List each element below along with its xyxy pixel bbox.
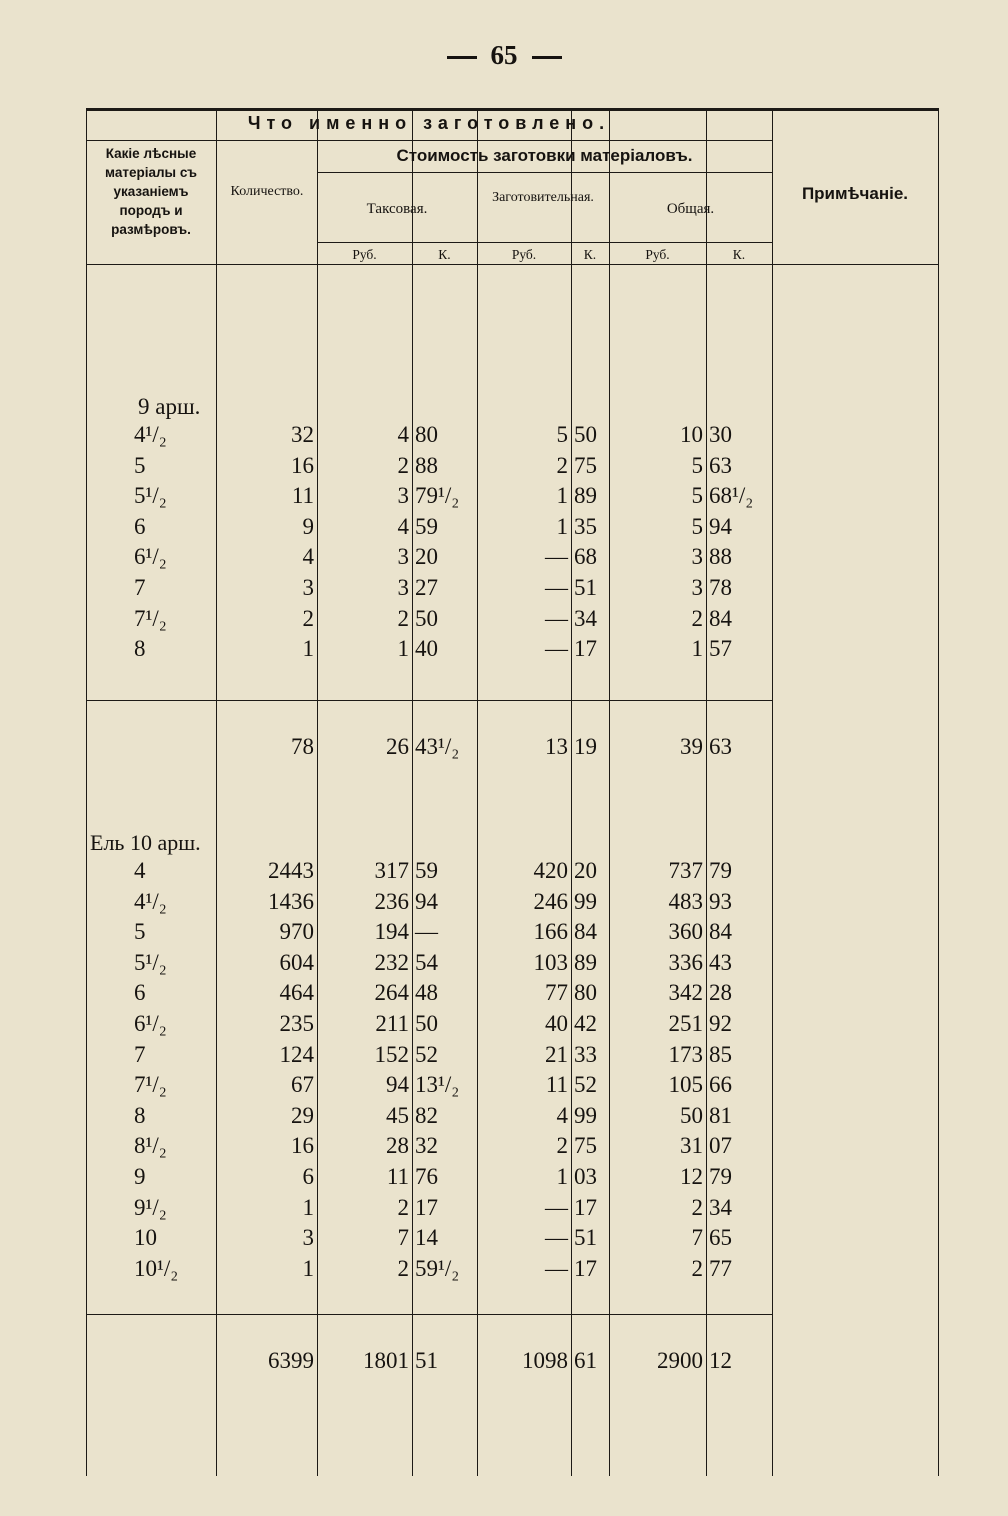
cell-t-r: 1: [397, 636, 409, 662]
section1-total-rule: [86, 700, 772, 701]
cell-t-k: 59¹/₂: [415, 1255, 460, 1281]
dash-right: [532, 56, 562, 59]
cell-o-k: 66: [709, 1072, 732, 1098]
cell-p-k: 52: [574, 1072, 597, 1098]
page-number: [0, 40, 1008, 71]
cell-qty: 604: [279, 949, 314, 975]
cell-qty: 464: [279, 980, 314, 1006]
cell-o-r: 5: [691, 513, 703, 539]
main-title: Что именно заготовлено.: [247, 113, 611, 133]
cell-size: 7¹/₂: [134, 1072, 167, 1098]
cell-o-k: 30: [709, 422, 732, 447]
cell-qty: 1: [302, 1194, 314, 1220]
cell-qty: 2443: [268, 858, 314, 883]
cell-o-k: 63: [709, 452, 732, 478]
cell-o-r: 1: [691, 636, 703, 662]
cell-size: 9: [134, 1164, 146, 1189]
cell-t-k: 27: [415, 575, 438, 600]
cell-o-k: 92: [709, 1011, 732, 1036]
cell-t-k: 13¹/₂: [415, 1072, 460, 1098]
cell-p-r: —: [545, 544, 568, 570]
cell-p-r: 103: [533, 949, 568, 975]
cost-group-underline: [317, 172, 772, 173]
cell-o-r: 3: [691, 575, 703, 600]
cell-size: 9¹/₂: [134, 1194, 167, 1220]
cell-size: 10: [134, 1225, 157, 1251]
header-procurement: Заготовительная.: [492, 190, 594, 205]
cell-p-k: 50: [574, 422, 597, 447]
cell-t-r: 232: [374, 949, 409, 975]
cell-p-r: 246: [533, 888, 568, 914]
cell-size: 5¹/₂: [134, 483, 167, 509]
cell-size: 4¹/₂: [134, 888, 167, 914]
cell-p-r: 11: [545, 1072, 568, 1098]
cell-size: 10¹/₂: [134, 1255, 179, 1281]
cell-p-k: 75: [574, 452, 597, 478]
cell-t-k: 76: [415, 1164, 438, 1189]
cell-o-r: 342: [668, 980, 703, 1006]
cell-p-r: 1: [556, 483, 568, 509]
cell-t-r: 264: [374, 980, 409, 1006]
cell-p-k: 99: [574, 1102, 597, 1128]
cell-t-k: 79¹/₂: [415, 483, 460, 509]
cell-p-k: 89: [574, 483, 597, 509]
col-divider-total: [772, 108, 773, 1476]
table-border-left: [86, 108, 87, 1476]
section2-total-rule: [86, 1314, 772, 1315]
cell-qty: 78: [291, 734, 314, 759]
cell-p-k: 89: [574, 949, 597, 975]
cell-p-r: —: [545, 1194, 568, 1220]
table-top-rule: [86, 108, 938, 111]
cell-p-k: 99: [574, 888, 597, 914]
cell-p-k: 17: [574, 1255, 597, 1281]
cell-t-r: 4: [397, 422, 409, 447]
cell-t-r: 1801: [363, 1348, 409, 1373]
cell-o-r: 39: [680, 734, 703, 759]
cell-p-r: 2: [556, 1133, 568, 1159]
cell-size: 8¹/₂: [134, 1133, 167, 1159]
cell-p-k: 42: [574, 1011, 597, 1036]
cell-p-k: 33: [574, 1041, 597, 1067]
procurement-table: [86, 108, 938, 1476]
section2-heading: Ель 10 арш.: [90, 830, 201, 855]
cell-size: 7: [134, 575, 146, 600]
cell-t-r: 236: [374, 888, 409, 914]
cell-p-r: 40: [545, 1011, 568, 1036]
cell-qty: 67: [291, 1072, 314, 1098]
cell-qty: 9: [302, 513, 314, 539]
header-taxed-kop: К.: [438, 247, 451, 262]
cell-o-k: 79: [709, 858, 732, 883]
header-proc-kop: К.: [583, 247, 597, 262]
cell-o-r: 5: [691, 483, 703, 509]
cell-o-k: 34: [709, 1194, 732, 1220]
cell-t-k: 88: [415, 452, 438, 478]
cell-o-k: 85: [709, 1041, 732, 1067]
cell-o-r: 2: [691, 1194, 703, 1220]
cell-o-k: 65: [709, 1225, 732, 1251]
header-bottom-rule: [86, 264, 938, 265]
cell-p-r: 1098: [522, 1348, 568, 1373]
cell-p-r: 2: [556, 452, 568, 478]
cell-qty: 4: [302, 544, 314, 570]
cell-t-r: 152: [374, 1041, 409, 1067]
cell-o-k: 88: [709, 544, 732, 570]
cell-t-r: 7: [397, 1225, 409, 1251]
cell-size: 8: [134, 636, 146, 662]
cell-o-r: 12: [680, 1164, 703, 1189]
cell-qty: 3: [302, 1225, 314, 1251]
cell-o-r: 7: [691, 1225, 703, 1251]
cell-t-k: 51: [415, 1348, 438, 1373]
cell-qty: 16: [291, 452, 314, 478]
cell-t-k: 14: [415, 1225, 438, 1251]
header-materials: Какіе лѣсные матеріалы съ указаніемъ породъ и размѣровъ.: [105, 146, 197, 237]
section1-heading: 9 арш.: [138, 394, 201, 419]
cell-qty: 1436: [268, 888, 314, 914]
cell-o-k: 63: [709, 734, 732, 759]
cell-o-k: 84: [709, 605, 732, 631]
cell-t-r: 3: [397, 483, 409, 509]
cell-qty: 16: [291, 1133, 314, 1159]
cell-t-k: 32: [415, 1133, 438, 1159]
cell-p-k: 80: [574, 980, 597, 1006]
cell-o-r: 360: [668, 919, 703, 945]
header-note: Примѣчаніе.: [801, 184, 909, 203]
cell-size: 7: [134, 1041, 146, 1067]
header-quantity: Количество.: [230, 184, 304, 199]
cell-o-r: 10: [680, 422, 703, 447]
table-border-right: [938, 108, 939, 1476]
cell-t-k: 48: [415, 980, 438, 1006]
cell-t-r: 2: [397, 452, 409, 478]
cell-p-r: —: [545, 575, 568, 600]
col-divider-taxed-kop: [412, 108, 413, 1476]
cell-t-k: 50: [415, 1011, 438, 1036]
cell-p-k: 17: [574, 1194, 597, 1220]
cell-p-r: 4: [556, 1102, 568, 1128]
cell-size: 6: [134, 513, 146, 539]
cell-size: 8: [134, 1102, 146, 1128]
cell-t-r: 11: [386, 1164, 409, 1189]
cell-t-k: 40: [415, 636, 438, 662]
cell-qty: 6: [302, 1164, 314, 1189]
cell-o-k: 81: [709, 1102, 732, 1128]
dash-left: [447, 56, 477, 59]
header-total-kop: К.: [732, 247, 746, 262]
cell-o-k: 79: [709, 1164, 732, 1189]
cell-o-k: 57: [709, 636, 732, 662]
cell-size: 6: [134, 980, 146, 1006]
cell-p-k: 34: [574, 605, 597, 631]
cell-qty: 2: [302, 605, 314, 631]
cell-t-k: 52: [415, 1041, 438, 1067]
cell-o-r: 105: [668, 1072, 703, 1098]
cell-o-r: 2: [691, 1255, 703, 1281]
cell-qty: 124: [279, 1041, 314, 1067]
cell-qty: 29: [291, 1102, 314, 1128]
cell-size: 5¹/₂: [134, 949, 167, 975]
cell-size: 4: [134, 858, 146, 883]
cell-p-r: 13: [545, 734, 568, 759]
cell-size: 6¹/₂: [134, 544, 167, 570]
cell-p-k: 19: [574, 734, 597, 759]
cell-size: 5: [134, 919, 146, 945]
col-divider-proc-kop: [571, 108, 572, 1476]
cell-p-r: 1: [556, 513, 568, 539]
cell-o-r: 31: [680, 1133, 703, 1159]
cell-p-r: 77: [545, 980, 568, 1006]
header-taxed-rub: Руб.: [352, 247, 377, 262]
cell-p-r: —: [545, 1255, 568, 1281]
cell-o-r: 5: [691, 452, 703, 478]
title-underline: [86, 140, 772, 141]
header-total: Общая.: [666, 201, 715, 217]
cell-p-k: 17: [574, 636, 597, 662]
cell-t-r: 317: [374, 858, 409, 883]
cell-t-k: 54: [415, 949, 438, 975]
cell-o-k: 68¹/₂: [709, 483, 754, 509]
cell-p-r: 5: [556, 422, 568, 447]
cell-p-k: 84: [574, 919, 597, 945]
cell-qty: 11: [291, 483, 314, 509]
page-number-value: 65: [490, 40, 518, 70]
header-taxed: Таксовая.: [366, 201, 428, 217]
col-divider-total-kop: [706, 108, 707, 1476]
cell-o-r: 483: [668, 888, 703, 914]
cell-o-r: 251: [668, 1011, 703, 1036]
cell-o-r: 2900: [657, 1348, 703, 1373]
cell-t-r: 211: [375, 1011, 409, 1036]
cell-size: 6¹/₂: [134, 1011, 167, 1036]
cell-o-k: 94: [709, 513, 732, 539]
cell-t-r: 2: [397, 605, 409, 631]
cell-size: 7¹/₂: [134, 605, 167, 631]
cell-t-k: —: [415, 919, 438, 945]
cell-t-r: 94: [386, 1072, 409, 1098]
cell-p-k: 75: [574, 1133, 597, 1159]
cell-qty: 235: [279, 1011, 314, 1036]
cell-p-r: —: [545, 605, 568, 631]
cell-o-k: 78: [709, 575, 732, 600]
cell-o-r: 336: [668, 949, 703, 975]
cell-t-r: 3: [397, 544, 409, 570]
cell-qty: 6399: [268, 1348, 314, 1373]
cell-o-r: 173: [668, 1041, 703, 1067]
cell-p-r: 166: [533, 919, 568, 945]
cell-qty: 970: [279, 919, 314, 945]
cell-t-k: 50: [415, 605, 438, 631]
cell-o-k: 43: [709, 949, 732, 975]
subheader-underline: [317, 242, 772, 243]
cell-t-k: 82: [415, 1102, 438, 1128]
cell-qty: 32: [291, 422, 314, 447]
cell-size: 4¹/₂: [134, 422, 167, 447]
cell-p-r: —: [545, 636, 568, 662]
cell-t-r: 45: [386, 1102, 409, 1128]
cell-p-k: 20: [574, 858, 597, 883]
cell-t-k: 59: [415, 858, 438, 883]
cell-o-k: 77: [709, 1255, 732, 1281]
cell-p-r: 1: [556, 1164, 568, 1189]
cell-t-k: 94: [415, 888, 438, 914]
cell-t-r: 4: [397, 513, 409, 539]
cell-p-r: 420: [533, 858, 568, 883]
header-proc-rub: Руб.: [511, 247, 537, 262]
cell-o-r: 2: [691, 605, 703, 631]
cell-t-r: 2: [397, 1194, 409, 1220]
cell-p-r: 21: [545, 1041, 568, 1067]
cell-t-k: 59: [415, 513, 438, 539]
cell-t-r: 194: [374, 919, 409, 945]
cell-t-r: 2: [397, 1255, 409, 1281]
cell-t-r: 28: [386, 1133, 409, 1159]
cell-o-r: 50: [680, 1102, 703, 1128]
cell-o-k: 07: [709, 1133, 732, 1159]
cell-t-k: 17: [415, 1194, 438, 1220]
cell-qty: 1: [302, 636, 314, 662]
cell-t-r: 26: [386, 734, 409, 759]
cell-t-k: 80: [415, 422, 438, 447]
cell-p-k: 68: [574, 544, 597, 570]
header-cost-group: Стоимость заготовки матеріаловъ.: [396, 146, 693, 165]
cell-o-r: 737: [668, 858, 703, 883]
cell-o-k: 12: [709, 1348, 732, 1373]
cell-t-r: 3: [397, 575, 409, 600]
cell-size: 5: [134, 452, 146, 478]
cell-p-k: 51: [574, 575, 597, 600]
header-total-rub: Руб.: [645, 247, 670, 262]
cell-p-k: 51: [574, 1225, 597, 1251]
cell-o-k: 28: [709, 980, 732, 1006]
cell-o-r: 3: [691, 544, 703, 570]
cell-o-k: 93: [709, 888, 732, 914]
cell-p-r: —: [545, 1225, 568, 1251]
cell-t-k: 20: [415, 544, 438, 570]
cell-qty: 1: [302, 1255, 314, 1281]
cell-p-k: 35: [574, 513, 597, 539]
cell-o-k: 84: [709, 919, 732, 945]
cell-p-k: 61: [574, 1348, 597, 1373]
cell-t-k: 43¹/₂: [415, 734, 460, 759]
cell-qty: 3: [302, 575, 314, 600]
cell-p-k: 03: [574, 1164, 597, 1189]
